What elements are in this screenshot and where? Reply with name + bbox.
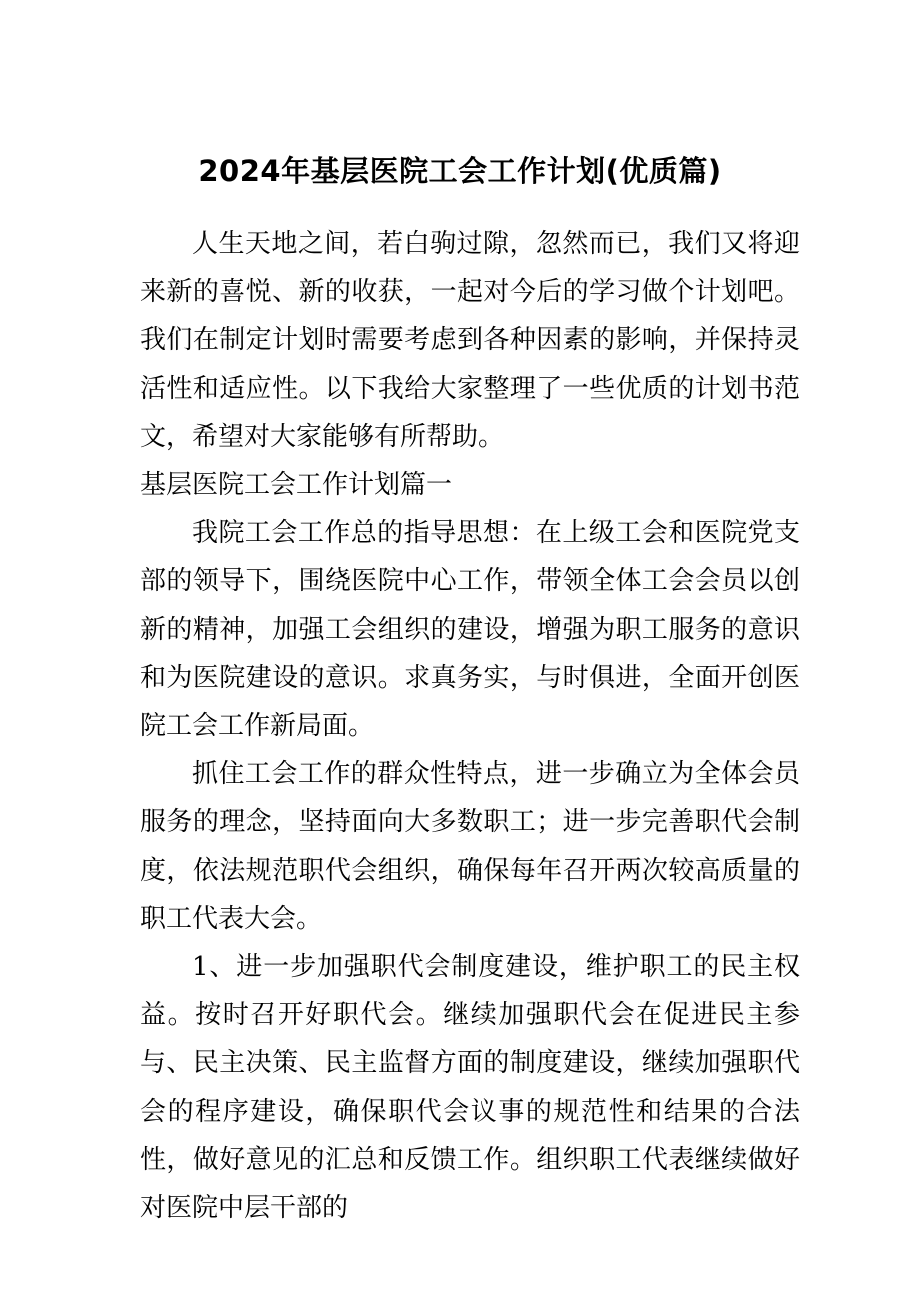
section-heading: 基层医院工会工作计划篇一 bbox=[140, 470, 453, 501]
document-title: 2024年基层医院工会工作计划(优质篇) bbox=[198, 154, 722, 188]
body-paragraph: 1、进一步加强职代会制度建设，维护职工的民主权益。按时召开好职代会。继续加强职代会在促进民主参与、民主决策、民主监督方面的制度建设，继续加强职代会的程序建设，确保职代会议事的规范性和结果的合法性，做好意见的汇总和反馈工作。组织职工代表继续做好对医院中层干部的 bbox=[140, 952, 800, 1224]
body-paragraph: 抓住工会工作的群众性特点，进一步确立为全体会员服务的理念，坚持面向大多数职工；进一步完善职代会制度，依法规范职代会组织，确保每年召开两次较高质量的职工代表大会。 bbox=[140, 759, 800, 934]
intro-paragraph: 人生天地之间，若白驹过隙，忽然而已，我们又将迎来新的喜悦、新的收获，一起对今后的学习做个计划吧。我们在制定计划时需要考虑到各种因素的影响，并保持灵活性和适应性。以下我给大家整理了一些优质的计划书范文，希望对大家能够有所帮助。 bbox=[140, 229, 800, 452]
document-body bbox=[140, 220, 800, 1232]
body-paragraph: 我院工会工作总的指导思想：在上级工会和医院党支部的领导下，围绕医院中心工作，带领全体工会会员以创新的精神，加强工会组织的建设，增强为职工服务的意识和为医院建设的意识。求真务实，与时俱进，全面开创医院工会工作新局面。 bbox=[140, 518, 800, 742]
